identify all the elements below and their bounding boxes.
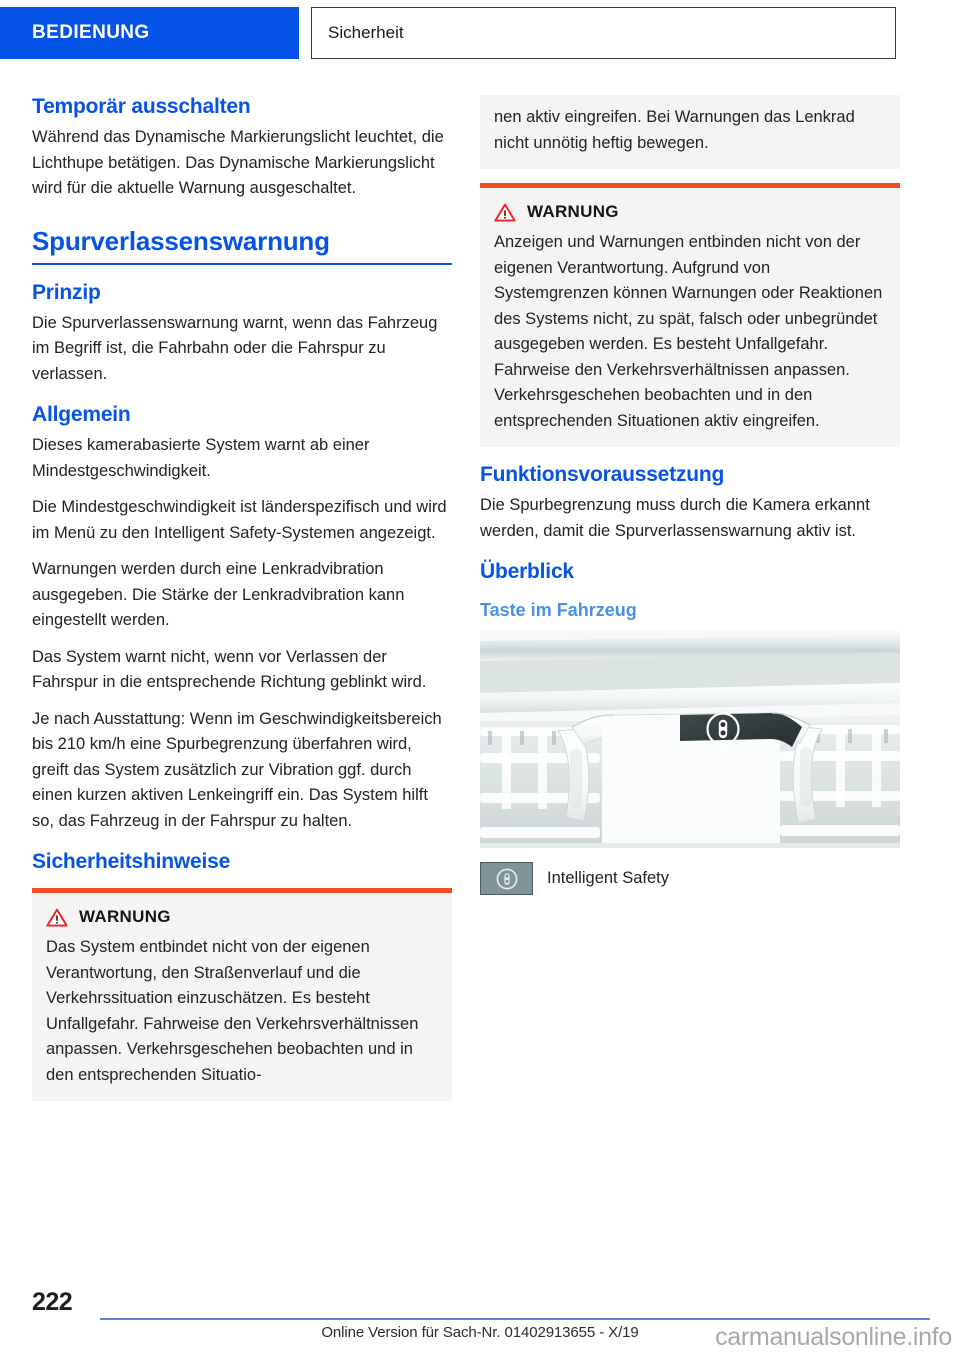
footer-online-note: Online Version für Sach-Nr. 01402913655 - X/19 [321, 1324, 639, 1341]
warning-box-left [32, 888, 452, 1101]
chapter-title-spurverlassenswarnung: Spurverlassenswarnung [32, 226, 452, 265]
header-section-label: Sicherheit [328, 23, 404, 42]
figure-caption: Intelligent Safety [547, 869, 669, 887]
header-section-tab[interactable] [311, 7, 896, 59]
left-column [32, 95, 452, 1115]
heading-uberblick: Überblick [480, 560, 574, 583]
paragraph-allgemein-5: Je nach Ausstattung: Wenn im Geschwindigkeitsbereich bis 210 km/h eine Spurbegrenzung überfahren wird, greift das System zusätzlich zur Vibration ggf. durch einen kurzen aktiven Lenkeingriff ein. Das System hilft so, das Fahrzeug in der Fahrspur zu halten. [32, 709, 442, 830]
heading-taste-im-fahrzeug: Taste im Fahrzeug [480, 600, 637, 620]
paragraph-allgemein-2: Die Mindestgeschwindigkeit ist länderspezifisch und wird im Menü zu den Intelligent Safety-Systemen angezeigt. [32, 498, 447, 542]
warning-box-right [480, 183, 900, 447]
intelligent-safety-badge-icon [480, 862, 533, 895]
heading-funktionsvoraussetzung: Funktionsvoraussetzung [480, 463, 725, 486]
heading-allgemein: Allgemein [32, 403, 131, 426]
paragraph-prinzip-1: Die Spurverlassenswarnung warnt, wenn das Fahrzeug im Begriff ist, die Fahrbahn oder die Fahrspur zu verlassen. [32, 313, 438, 383]
right-column [480, 95, 900, 895]
warning-title-right: WARNUNG [527, 202, 619, 221]
paragraph-allgemein-3: Warnungen werden durch eine Lenkradvibration ausgegeben. Die Stärke der Lenkradvibration kann eingestellt werden. [32, 560, 405, 629]
footer-divider [100, 1318, 930, 1320]
warning-title-left: WARNUNG [79, 907, 171, 926]
header-chapter-label: BEDIENUNG [32, 22, 150, 43]
paragraph-funktionsvoraussetzung-1: Die Spurbegrenzung muss durch die Kamera erkannt werden, damit die Spurverlassenswarnung aktiv ist. [480, 496, 870, 540]
paragraph-allgemein-4: Das System warnt nicht, wenn vor Verlassen der Fahrspur in die entsprechende Richtung geblinkt wird. [32, 647, 427, 691]
heading-prinzip: Prinzip [32, 280, 101, 304]
watermark-text: carmanualsonline.info [715, 1323, 952, 1351]
header-chapter-tab[interactable] [0, 7, 299, 59]
warning-header-right [494, 202, 886, 222]
page-header [0, 7, 896, 59]
paragraph-temporar-1: Während das Dynamische Markierungslicht leuchtet, die Lichthupe betätigen. Das Dynamische Markierungslicht wird für die aktuelle Warnung ausgeschaltet. [32, 128, 444, 197]
warning-triangle-icon [494, 203, 516, 222]
figure-steering-wheel-controls [480, 631, 900, 848]
warning-text-continued: nen aktiv eingreifen. Bei Warnungen das Lenkrad nicht unnötig heftig bewegen. [494, 108, 855, 152]
warning-text-right: Anzeigen und Warnungen entbinden nicht von der eigenen Verantwortung. Aufgrund von Systemgrenzen können Warnungen oder Reaktionen des Systems nicht, zu spät, falsch oder unbegründet ausgegeben werden. Es besteht Unfallgefahr. Fahrweise den Verkehrsverhältnissen anpassen. Verkehrsgeschehen beobachten und in den entsprechenden Situationen aktiv eingreifen. [494, 233, 883, 430]
paragraph-allgemein-1: Dieses kamerabasierte System warnt ab einer Mindestgeschwindigkeit. [32, 436, 370, 480]
heading-sicherheitshinweise: Sicherheitshinweise [32, 850, 231, 873]
page-number: 222 [32, 1288, 73, 1316]
warning-triangle-icon [46, 908, 68, 927]
page-footer [0, 1282, 960, 1362]
heading-temporar-ausschalten: Temporär ausschalten [32, 95, 251, 118]
figure-legend [480, 862, 900, 895]
warning-box-continued [480, 95, 900, 169]
warning-header-left [46, 907, 438, 927]
warning-text-left: Das System entbindet nicht von der eigenen Verantwortung, den Straßenverlauf und die Verkehrssituation einzuschätzen. Es besteht Unfallgefahr. Fahrweise den Verkehrsverhältnissen anpassen. Verkehrsgeschehen beobachten und in den entsprechenden Situatio- [46, 938, 419, 1084]
